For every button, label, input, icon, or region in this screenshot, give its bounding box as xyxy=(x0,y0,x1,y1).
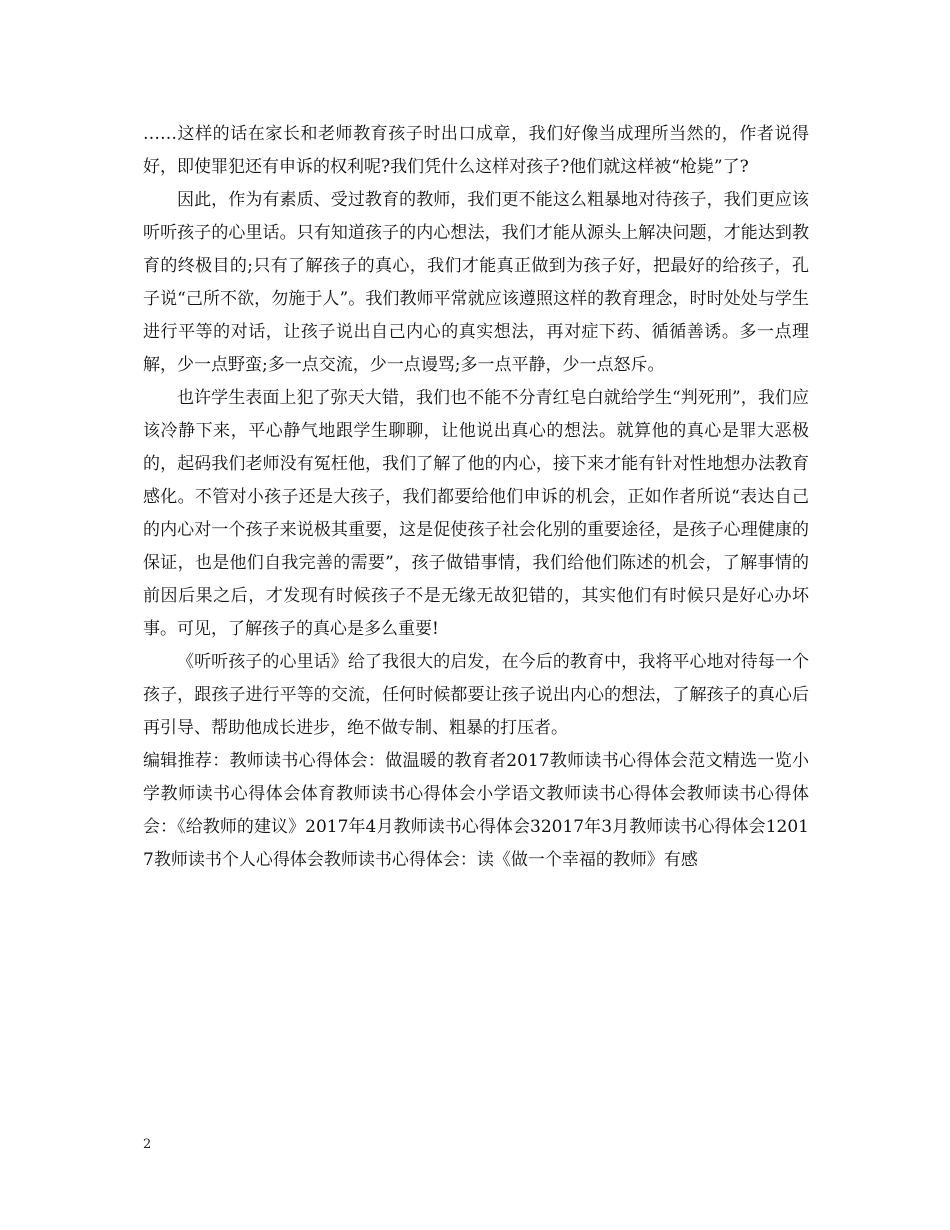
document-body xyxy=(143,118,809,877)
paragraph-4: 《听听孩子的心里话》给了我很大的启发，在今后的教育中，我将平心地对待每一个孩子，跟孩子进行平等的交流，任何时候都要让孩子说出内心的想法，了解孩子的真心后再引导、帮助他成长进步，绝不做专制、粗暴的打压者。 xyxy=(143,652,809,738)
paragraph-2: 因此，作为有素质、受过教育的教师，我们更不能这么粗暴地对待孩子，我们更应该听听孩子的心里话。只有知道孩子的内心想法，我们才能从源头上解决问题，才能达到教育的终极目的;只有了解孩子的真心，我们才能真正做到为孩子好，把最好的给孩子，孔子说“己所不欲，勿施于人”。我们教师平常就应该遵照这样的教育理念，时时处处与学生进行平等的对话，让孩子说出自己内心的真实想法，再对症下药、循循善诱。多一点理解，少一点野蛮;多一点交流，少一点谩骂;多一点平静，少一点怒斥。 xyxy=(143,190,809,375)
paragraph-1: ……这样的话在家长和老师教育孩子时出口成章，我们好像当成理所当然的，作者说得好，即使罪犯还有申诉的权利呢?我们凭什么这样对孩子?他们就这样被“枪毙”了? xyxy=(143,124,809,177)
editor-recommendation: 编辑推荐：教师读书心得体会：做温暖的教育者2017教师读书心得体会范文精选一览小学教师读书心得体会体育教师读书心得体会小学语文教师读书心得体会教师读书心得体会：《给教师的建议》2017年4月教师读书心得体会32017年3月教师读书心得体会12017教师读书个人心得体会教师读书心得体会：读《做一个幸福的教师》有感 xyxy=(143,751,809,870)
page-number: 2 xyxy=(143,1137,152,1152)
paragraph-3: 也许学生表面上犯了弥天大错，我们也不能不分青红皂白就给学生“判死刑”，我们应该冷静下来，平心静气地跟学生聊聊，让他说出真心的想法。就算他的真心是罪大恶极的，起码我们老师没有冤枉他，我们了解了他的内心，接下来才能有针对性地想办法教育感化。不管对小孩子还是大孩子，我们都要给他们申诉的机会，正如作者所说“表达自己的内心对一个孩子来说极其重要，这是促使孩子社会化别的重要途径，是孩子心理健康的保证，也是他们自我完善的需要”，孩子做错事情，我们给他们陈述的机会，了解事情的前因后果之后，才发现有时候孩子不是无缘无故犯错的，其实他们有时候只是好心办坏事。可见，了解孩子的真心是多么重要! xyxy=(143,388,809,639)
